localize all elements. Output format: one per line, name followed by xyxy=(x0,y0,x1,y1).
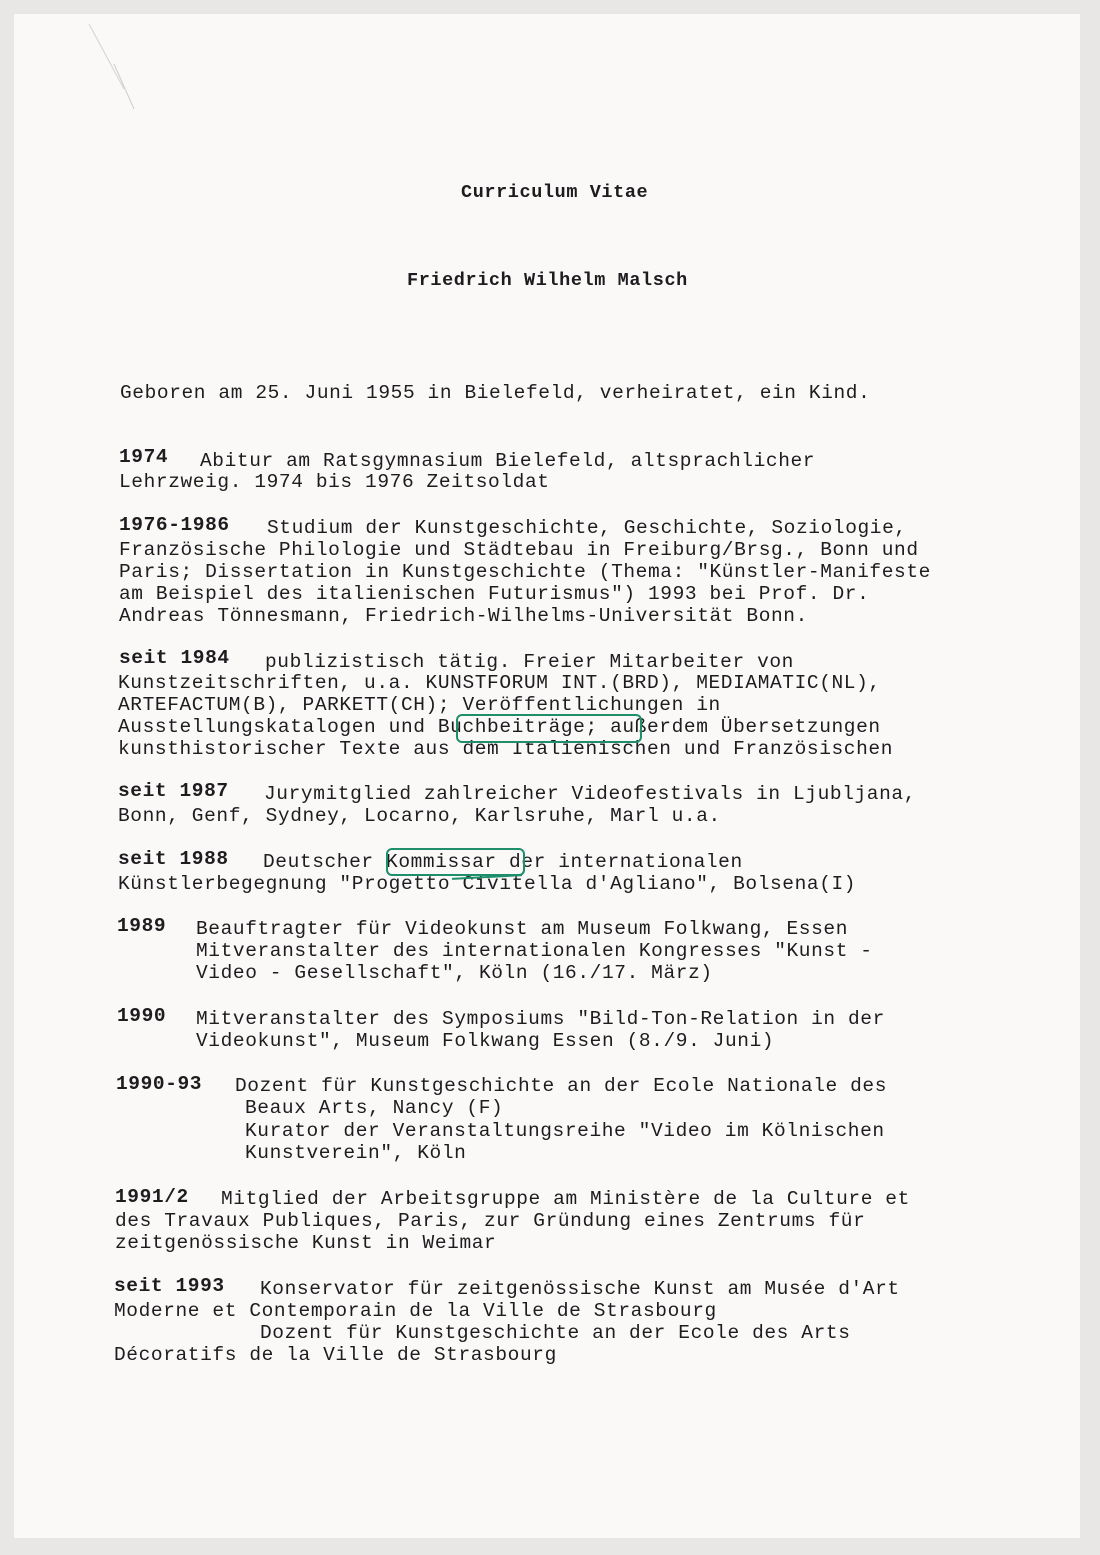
entry-year: 1990-93 xyxy=(116,1073,203,1095)
entry-line: Deutscher Kommissar der internationalen xyxy=(263,851,743,873)
entry-line: Konservator für zeitgenössische Kunst am Musée d'Art xyxy=(260,1278,900,1300)
entry-line: Mitveranstalter des Symposiums "Bild-Ton-Relation in der xyxy=(196,1008,885,1030)
entry-line: Bonn, Genf, Sydney, Locarno, Karlsruhe, Marl u.a. xyxy=(118,805,721,827)
entry-line: Beauftragter für Videokunst am Museum Folkwang, Essen xyxy=(196,918,849,940)
entry-line: Dozent für Kunstgeschichte an der Ecole Nationale des xyxy=(235,1075,888,1097)
entry-line: Beaux Arts, Nancy (F) xyxy=(245,1097,504,1119)
entry-year: seit 1988 xyxy=(118,848,229,870)
entry-line: Videokunst", Museum Folkwang Essen (8./9. Juni) xyxy=(196,1030,775,1052)
entry-year: 1974 xyxy=(119,446,169,468)
entry-year: seit 1987 xyxy=(118,780,229,802)
entry-line: publizistisch tätig. Freier Mitarbeiter von xyxy=(265,651,794,673)
entry-line: des Travaux Publiques, Paris, zur Gründung eines Zentrums für xyxy=(115,1210,866,1232)
entry-line: Andreas Tönnesmann, Friedrich-Wilhelms-Universität Bonn. xyxy=(119,605,808,627)
entry-line: Abitur am Ratsgymnasium Bielefeld, altsprachlicher xyxy=(200,450,816,472)
entry-line: ARTEFACTUM(B), PARKETT(CH); Veröffentlichungen in xyxy=(118,694,721,716)
entry-line: Lehrzweig. 1974 bis 1976 Zeitsoldat xyxy=(119,471,550,493)
entry-line: Französische Philologie und Städtebau in Freiburg/Brsg., Bonn und xyxy=(119,539,919,561)
document-page xyxy=(14,14,1080,1538)
entry-year: 1989 xyxy=(117,915,167,937)
document-title: Curriculum Vitae xyxy=(461,182,649,203)
entry-line: Ausstellungskatalogen und Buchbeiträge; außerdem Übersetzungen xyxy=(118,716,881,738)
paper-scratch-marks xyxy=(84,19,144,119)
entry-line: Jurymitglied zahlreicher Videofestivals in Ljubljana, xyxy=(264,783,917,805)
entry-line: Dozent für Kunstgeschichte an der Ecole des Arts xyxy=(260,1322,851,1344)
entry-line: kunsthistorischer Texte aus dem Italienischen und Französischen xyxy=(118,738,894,760)
entry-line: Video - Gesellschaft", Köln (16./17. März) xyxy=(196,962,713,984)
entry-line: Paris; Dissertation in Kunstgeschichte (Thema: "Künstler-Manifeste xyxy=(119,561,931,583)
entry-line: Künstlerbegegnung "Progetto Civitella d'Agliano", Bolsena(I) xyxy=(118,873,857,895)
entry-line: Kurator der Veranstaltungsreihe "Video im Kölnischen xyxy=(245,1120,885,1142)
entry-line: Mitglied der Arbeitsgruppe am Ministère de la Culture et xyxy=(221,1188,910,1210)
entry-line: Kunstverein", Köln xyxy=(245,1142,467,1164)
entry-year: 1991/2 xyxy=(115,1186,189,1208)
entry-line: Moderne et Contemporain de la Ville de Strasbourg xyxy=(114,1300,717,1322)
entry-line: am Beispiel des italienischen Futurismus") 1993 bei Prof. Dr. xyxy=(119,583,870,605)
entry-year: 1976-1986 xyxy=(119,514,230,536)
entry-line: Kunstzeitschriften, u.a. KUNSTFORUM INT.(BRD), MEDIAMATIC(NL), xyxy=(118,672,881,694)
entry-line: zeitgenössische Kunst in Weimar xyxy=(115,1232,497,1254)
birth-info: Geboren am 25. Juni 1955 in Bielefeld, verheiratet, ein Kind. xyxy=(120,382,871,404)
entry-line: Mitveranstalter des internationalen Kongresses "Kunst - xyxy=(196,940,873,962)
entry-line: Studium der Kunstgeschichte, Geschichte, Soziologie, xyxy=(267,517,907,539)
entry-line: Décoratifs de la Ville de Strasbourg xyxy=(114,1344,557,1366)
marker-underline xyxy=(466,714,626,716)
entry-year: seit 1993 xyxy=(114,1275,225,1297)
person-name: Friedrich Wilhelm Malsch xyxy=(407,270,688,291)
entry-year: seit 1984 xyxy=(119,647,230,669)
entry-year: 1990 xyxy=(117,1005,167,1027)
